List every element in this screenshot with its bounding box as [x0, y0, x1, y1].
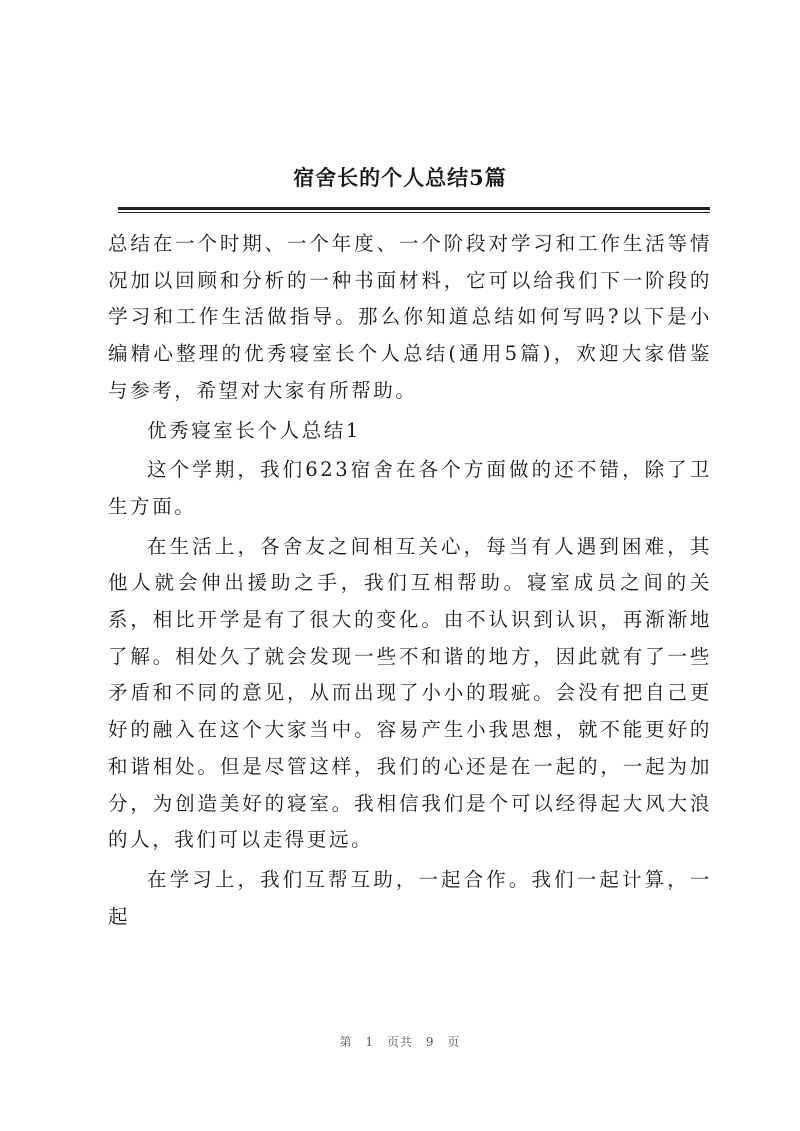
section-heading: 优秀寝室长个人总结1 — [147, 418, 361, 442]
body-paragraph: 这个学期，我们623宿舍在各个方面做的还不错，除了卫生方面。 — [108, 458, 712, 518]
footer-suffix: 页 — [447, 1035, 461, 1049]
title-divider — [118, 207, 710, 213]
body-paragraph: 在学习上，我们互帮互助，一起合作。我们一起计算，一起 — [108, 867, 712, 928]
footer-middle: 页共 — [386, 1035, 413, 1049]
footer-page-number: 1 — [365, 1035, 375, 1049]
page-title: 宿舍长的个人总结5篇 — [293, 165, 507, 190]
page-footer — [0, 1033, 800, 1050]
intro-paragraph: 总结在一个时期、一个年度、一个阶段对学习和工作生活等情况加以回顾和分析的一种书面材料，它可以给我们下一阶段的学习和工作生活做指导。那么你知道总结如何写吗?以下是小编精心整理的优秀寝室长个人总结(通用5篇)，欢迎大家借鉴与参考，希望对大家有所帮助。 — [108, 232, 712, 402]
document-body — [108, 226, 712, 935]
body-paragraph: 在生活上，各舍友之间相互关心，每当有人遇到困难，其他人就会伸出援助之手，我们互相帮助。寝室成员之间的关系，相比开学是有了很大的变化。由不认识到认识，再渐渐地了解。相处久了就会发现一些不和谐的地方，因此就有了一些矛盾和不同的意见，从而出现了小小的瑕疵。会没有把自己更好的融入在这个大家当中。容易产生小我思想，就不能更好的和谐相处。但是尽管这样，我们的心还是在一起的，一起为加分，为创造美好的寝室。我相信我们是个可以经得起大风大浪的人，我们可以走得更远。 — [108, 534, 712, 852]
footer-total-pages: 9 — [425, 1035, 435, 1049]
footer-prefix: 第 — [339, 1035, 353, 1049]
